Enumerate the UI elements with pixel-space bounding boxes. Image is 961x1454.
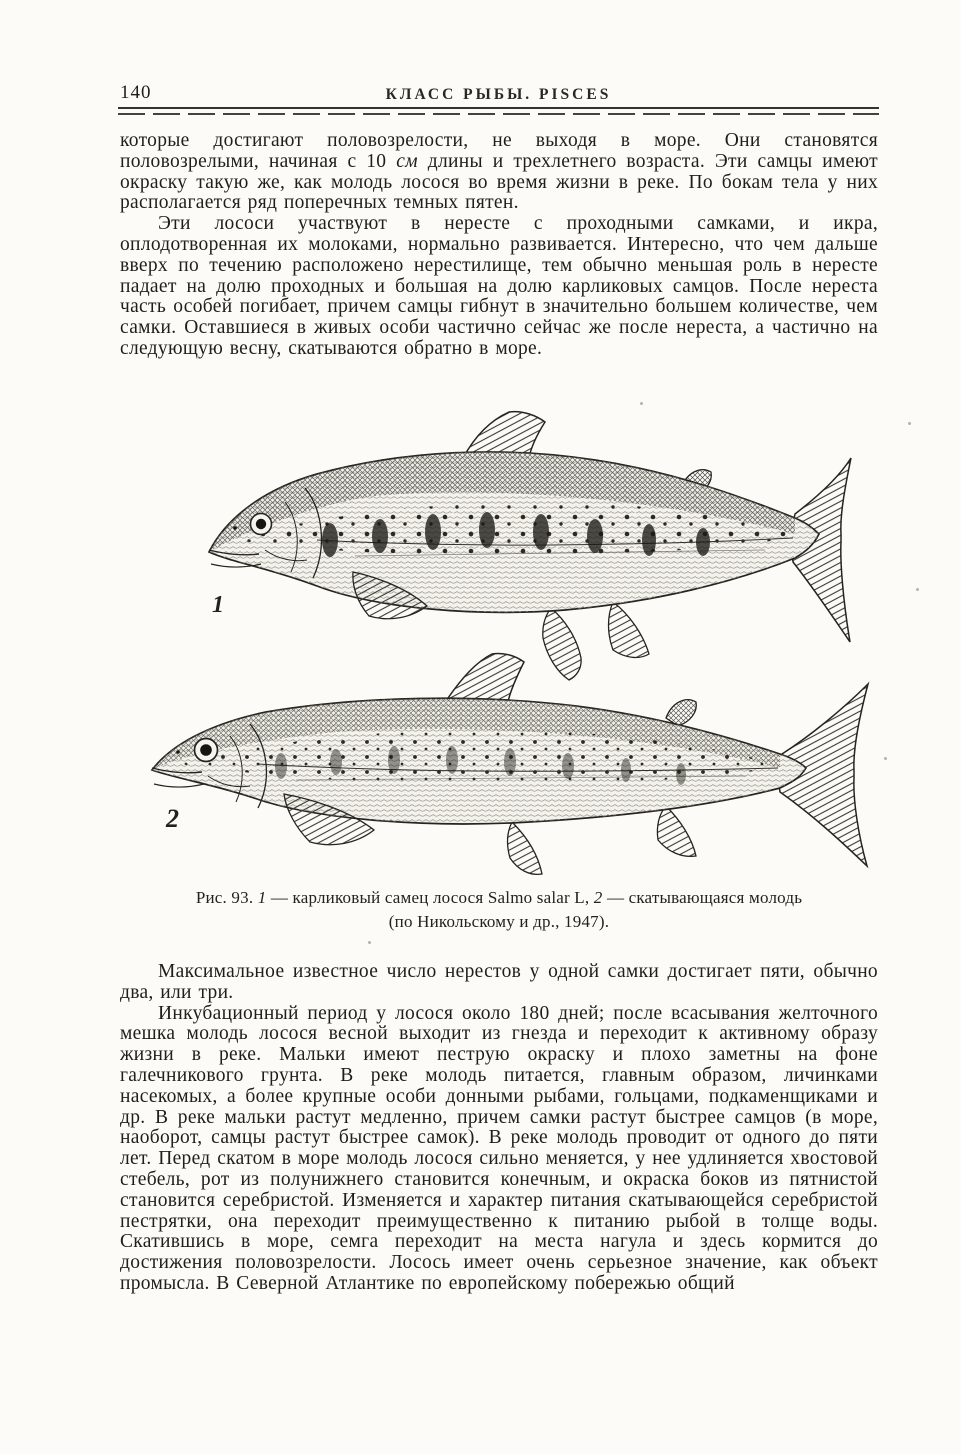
paragraph-3: Максимальное известное число нерестов у одной самки достигает пяти, обычно два, или три. [120, 961, 878, 1003]
paragraph-1-part-a: которые достигают половозрелости, не выходя в море. Они становятся половозрелыми, начиная с 10 [120, 130, 878, 172]
header-rule-solid [118, 107, 879, 109]
dorsal-fin [448, 653, 524, 702]
figure-caption-line2: (по Никольскому и др., 1947). [388, 912, 610, 931]
paragraph-1 [120, 131, 878, 214]
figure-caption [120, 886, 878, 934]
cm-unit-italic: см [396, 150, 418, 172]
caption-desc-2: — скатывающаяся молодь [602, 888, 803, 907]
figure-item-label-1: 1 [212, 592, 224, 618]
fish-illustration-smolt [146, 648, 892, 880]
pelvic-fin [508, 822, 542, 874]
fish-body [209, 452, 819, 612]
adipose-fin [666, 700, 696, 726]
caption-figure-ref: Рис. 93. [195, 888, 258, 907]
scan-speck [884, 757, 887, 760]
caption-num-1: 1 [257, 888, 267, 907]
text-block-upper [120, 131, 878, 360]
paragraph-1-part-b: длины и трехлетнего возраста. Эти самцы имеют окраску такую же, как молодь лосося во время жизни в реке. По бокам тела у них располагается ряд поперечных темных пятен. [120, 150, 878, 214]
figure-item-label-2: 2 [166, 804, 179, 833]
scan-speck [908, 422, 911, 425]
paragraph-2: Эти лососи участвуют в нересте с проходными самками, и икра, оплодотворенная их молоками, нормально развивается. Интересно, что чем дальше вверх по течению расположено нерестилище, тем обычно меньшая роль в нересте падает на долю проходных и большая на долю карликовых самцов. После нереста часть особей погибает, причем самцы гибнут в значительно большем количестве, чем самки. Оставшиеся в живых особи частично сейчас же после нереста, а частично на следующую весну, скатываются обратно в море. [120, 213, 878, 359]
paragraph-4: Инкубационный период у лосося около 180 дней; после всасывания желточного мешка молодь лосося весной выходит из гнезда и переходит к активному образу жизни в реке. Мальки имеют пеструю окраску и плохо заметны на фоне галечникового грунта. В реке молодь питается, главным образом, личинками насекомых, а более крупные особи донными рыбами, гольцами, подкаменщиками и др. В реке мальки растут медленно, причем самки растут быстрее самцов (в море, наоборот, самцы растут быстрее самок). В реке молодь проводит от одного до пяти лет. Перед скатом в море молодь лосося сильно меняется, у нее удлиняется хвостовой стебель, рот из полунижнего становится конечным, и окраска боков из пятнистой становится серебристой. Изменяется и характер питания скатывающейся серебристой пестрятки, она переходит преимущественно к питанию рыбой в толще воды. Скатившись в море, семга переходит на места нагула и здесь кормится до достижения половозрелости. Лосось имеет очень серьезное значение, как объект промысла. В Северной Атлантике по европейскому побережью общий [120, 1002, 878, 1294]
caption-desc-1: — карликовый самец лосося Salmo salar L, [266, 888, 594, 907]
anal-fin [657, 806, 696, 856]
fish-body [152, 698, 806, 824]
figure-caption-line1 [120, 886, 878, 910]
scan-speck [916, 588, 919, 591]
scan-speck [640, 402, 643, 405]
page-number: 140 [120, 82, 152, 103]
scan-speck [368, 941, 371, 944]
header-rule-dashed [118, 113, 879, 115]
text-block-lower [120, 962, 878, 1295]
caption-num-2: 2 [593, 888, 603, 907]
running-header: КЛАСС РЫБЫ. PISCES [385, 86, 612, 103]
